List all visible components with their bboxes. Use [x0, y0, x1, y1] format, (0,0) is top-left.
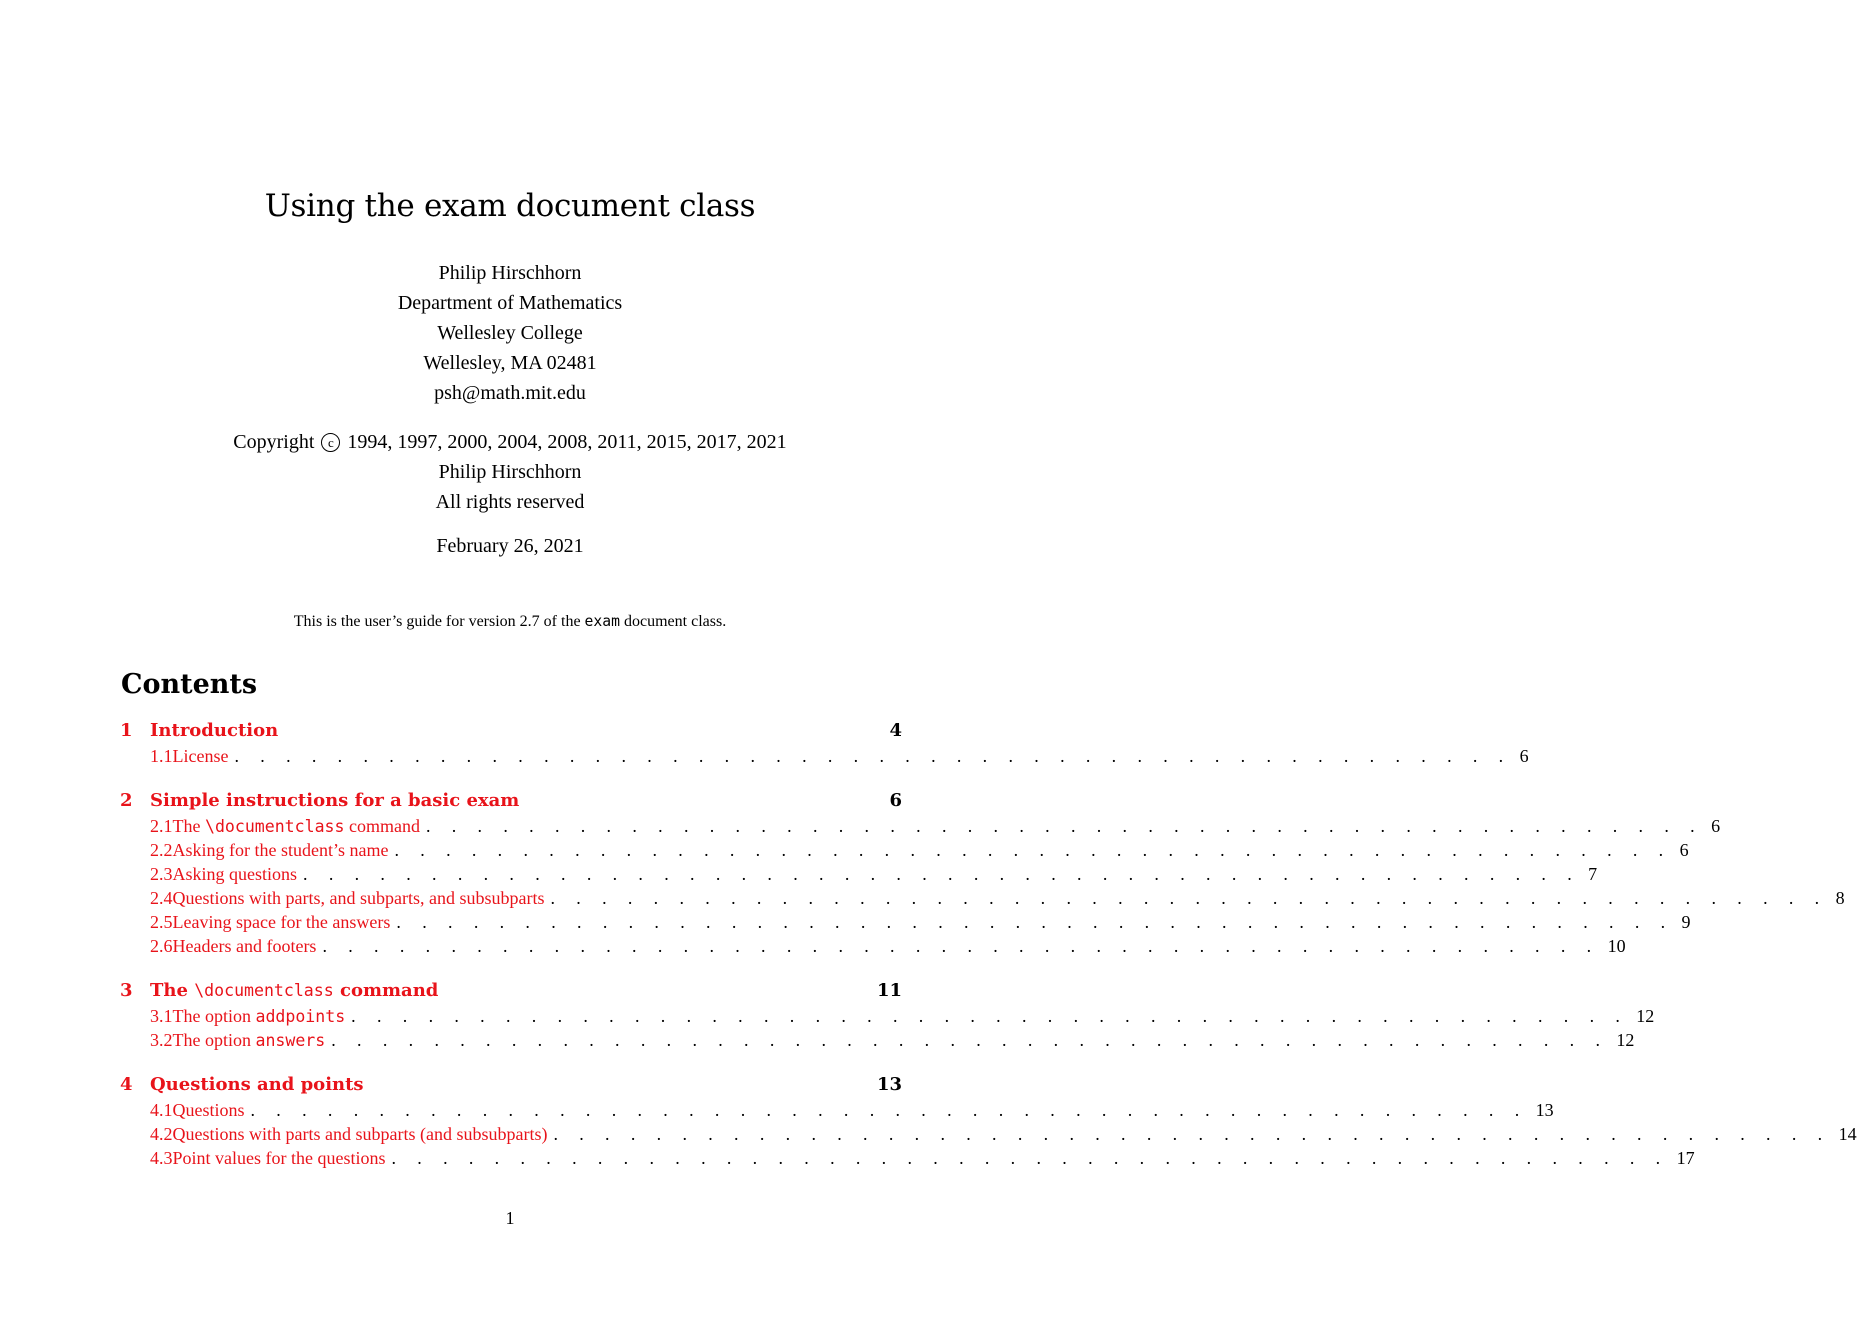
toc-leader-dots: . . . . . . . . . . . . . . . . . . . . . . . . . . . . . . . . . . . . . . . . . . . . . . . . . . [425, 816, 1704, 836]
toc-subsection-number: 3.1 [150, 1006, 173, 1026]
toc-section-page: 4 [889, 720, 902, 741]
toc-section-page: 13 [876, 1074, 902, 1095]
toc-title-pre: The option [172, 1006, 251, 1026]
toc-section [120, 720, 1529, 770]
toc-section-number: 3 [120, 980, 133, 1001]
guide-text-before: This is the user’s guide for version 2.7 of the [293, 613, 581, 630]
toc-leader-dots: . . . . . . . . . . . . . . . . . . . . . . . . . . . . . . . . . . . . . . . . . . . . . . . . . . [396, 912, 1674, 932]
toc-subsection-title: Asking for the student’s name [172, 840, 389, 860]
toc-leader-dots: . . . . . . . . . . . . . . . . . . . . . . . . . . . . . . . . . . . . . . . . . . . . . . . . . . [391, 1148, 1669, 1168]
toc-subsection-title: Questions [172, 1100, 245, 1120]
toc-subsection-page: 17 [1676, 1148, 1695, 1168]
copyright-years: 1994, 1997, 2000, 2004, 2008, 2011, 2015, 2017, 2021 [347, 431, 787, 453]
toc-title-pre: The [172, 816, 201, 836]
toc-title-code: answers [255, 1031, 326, 1050]
toc-subsection-link[interactable] [120, 888, 1845, 912]
toc-subsection-link[interactable] [120, 1100, 1554, 1124]
copyright-label: Copyright [233, 431, 315, 453]
toc-subsection-title: License [172, 746, 229, 766]
toc-subsection-link[interactable] [120, 840, 1689, 864]
toc-subsection-title: Leaving space for the answers [172, 912, 391, 932]
author-institution: Wellesley College [437, 322, 583, 344]
toc-title-post: command [348, 816, 420, 836]
guide-code: exam [584, 613, 620, 630]
toc-section [120, 1074, 1857, 1172]
toc-leader-dots: . . . . . . . . . . . . . . . . . . . . . . . . . . . . . . . . . . . . . . . . . . . . . . . . . . [351, 1006, 1629, 1026]
toc-subsection-number: 4.3 [150, 1148, 173, 1168]
author-department: Department of Mathematics [397, 292, 623, 314]
toc-subsection-number: 2.5 [150, 912, 173, 932]
toc-subsection-number: 1.1 [150, 746, 173, 766]
toc-subsection-page: 14 [1838, 1124, 1857, 1144]
toc-title-code: \documentclass [194, 981, 334, 1000]
copyright-symbol-icon: c [321, 433, 340, 452]
toc-subsection-page: 10 [1607, 936, 1626, 956]
toc-section-page: 11 [876, 980, 902, 1001]
toc-subsection-link[interactable] [120, 936, 1626, 960]
guide-note [0, 613, 1020, 631]
toc-subsection-title: Questions with parts and subparts (and subsubparts) [172, 1124, 548, 1144]
toc-subsection-title: Questions with parts, and subparts, and subsubparts [172, 888, 545, 908]
toc-leader-dots: . . . . . . . . . . . . . . . . . . . . . . . . . . . . . . . . . . . . . . . . . . . . . . . . . . [303, 864, 1581, 884]
toc-section [120, 980, 1655, 1054]
toc-leader-dots: . . . . . . . . . . . . . . . . . . . . . . . . . . . . . . . . . . . . . . . . . . . . . . . . . . [250, 1100, 1528, 1120]
page-number: 1 [505, 1208, 515, 1228]
toc-section-number: 1 [120, 720, 133, 741]
toc-leader-dots: . . . . . . . . . . . . . . . . . . . . . . . . . . . . . . . . . . . . . . . . . . . . . . . . . . [550, 888, 1828, 908]
toc-subsection-number: 2.4 [150, 888, 173, 908]
toc-leader-dots: . . . . . . . . . . . . . . . . . . . . . . . . . . . . . . . . . . . . . . . . . . . . . . . . . . [331, 1030, 1609, 1050]
toc-subsection-link[interactable] [120, 1148, 1695, 1172]
toc-subsection-title [173, 1006, 346, 1027]
toc-subsection-page: 13 [1535, 1100, 1554, 1120]
toc-subsection-page: 6 [1519, 746, 1529, 766]
toc-subsection-link[interactable] [120, 912, 1691, 936]
toc-subsection-page: 8 [1835, 888, 1845, 908]
author-location: Wellesley, MA 02481 [423, 352, 597, 374]
toc-subsection-link[interactable] [120, 1006, 1655, 1030]
toc-section-title: Simple instructions for a basic exam [150, 790, 520, 811]
toc-section-title [150, 980, 877, 1001]
author-block [0, 258, 1020, 408]
toc-leader-dots: . . . . . . . . . . . . . . . . . . . . . . . . . . . . . . . . . . . . . . . . . . . . . . . . . . [322, 936, 1600, 956]
toc-section-number: 2 [120, 790, 133, 811]
toc-subsection-title [173, 1030, 326, 1051]
toc-subsection-number: 2.1 [150, 816, 173, 836]
toc-subsection-link[interactable] [120, 864, 1598, 888]
contents-heading: Contents [121, 669, 258, 700]
toc-subsection-number: 4.1 [150, 1100, 173, 1120]
table-of-contents [120, 720, 1857, 1192]
toc-section-title: Introduction [150, 720, 279, 741]
toc-section-number: 4 [120, 1074, 133, 1095]
guide-text-after: document class. [624, 613, 727, 630]
toc-section [120, 790, 1845, 960]
toc-section-link[interactable] [120, 790, 902, 816]
toc-section-link[interactable] [120, 720, 902, 746]
toc-subsection-number: 2.6 [150, 936, 173, 956]
toc-subsection-number: 2.3 [150, 864, 173, 884]
toc-subsection-page: 12 [1616, 1030, 1635, 1050]
toc-subsection-link[interactable] [120, 1124, 1857, 1148]
toc-leader-dots: . . . . . . . . . . . . . . . . . . . . . . . . . . . . . . . . . . . . . . . . . . . . . . . . . . [553, 1124, 1831, 1144]
toc-section-title: Questions and points [150, 1074, 364, 1095]
document-date: February 26, 2021 [436, 535, 584, 557]
copyright-block [0, 427, 1020, 517]
toc-title-post: command [339, 980, 439, 1001]
toc-title-code: \documentclass [204, 817, 345, 836]
toc-leader-dots: . . . . . . . . . . . . . . . . . . . . . . . . . . . . . . . . . . . . . . . . . . . . . . . . . . [394, 840, 1672, 860]
toc-subsection-link[interactable] [120, 746, 1529, 770]
toc-subsection-page: 12 [1636, 1006, 1655, 1026]
toc-title-code: addpoints [255, 1007, 346, 1026]
copyright-line [0, 427, 1020, 457]
author-name: Philip Hirschhorn [438, 262, 582, 284]
document-title: Using the exam document class [264, 188, 756, 224]
toc-title-pre: The [150, 980, 188, 1001]
toc-section-page: 6 [889, 790, 902, 811]
toc-title-pre: The option [172, 1030, 251, 1050]
toc-subsection-page: 6 [1679, 840, 1689, 860]
toc-subsection-title [173, 816, 420, 837]
toc-subsection-number: 2.2 [150, 840, 173, 860]
toc-subsection-title: Asking questions [172, 864, 298, 884]
copyright-rights: All rights reserved [435, 491, 585, 513]
toc-leader-dots: . . . . . . . . . . . . . . . . . . . . . . . . . . . . . . . . . . . . . . . . . . . . . . . . . . [234, 746, 1512, 766]
toc-subsection-title: Point values for the questions [172, 1148, 386, 1168]
copyright-holder: Philip Hirschhorn [438, 461, 582, 483]
toc-subsection-link[interactable] [120, 816, 1721, 840]
toc-subsection-page: 6 [1711, 816, 1721, 836]
toc-subsection-page: 9 [1681, 912, 1691, 932]
toc-section-link[interactable] [120, 980, 902, 1006]
toc-section-link[interactable] [120, 1074, 902, 1100]
toc-subsection-title: Headers and footers [172, 936, 317, 956]
toc-subsection-page: 7 [1588, 864, 1598, 884]
toc-subsection-number: 3.2 [150, 1030, 173, 1050]
toc-subsection-number: 4.2 [150, 1124, 173, 1144]
author-email: psh@math.mit.edu [434, 382, 586, 404]
toc-subsection-link[interactable] [120, 1030, 1635, 1054]
